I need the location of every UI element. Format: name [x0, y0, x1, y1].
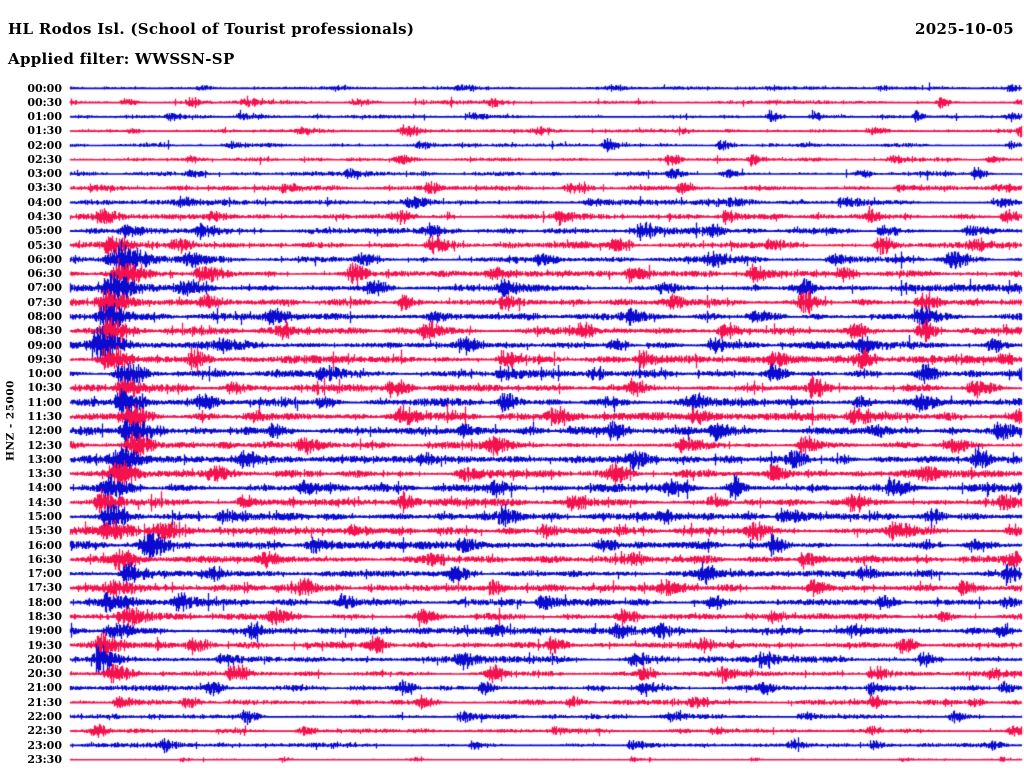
time-label: 01:30 — [27, 124, 62, 138]
time-label: 07:00 — [27, 281, 62, 295]
time-label: 21:30 — [27, 695, 62, 709]
time-label: 19:00 — [27, 624, 62, 638]
time-label: 10:00 — [27, 367, 62, 381]
time-label: 08:30 — [27, 324, 62, 338]
time-label: 01:00 — [27, 110, 62, 124]
time-label: 18:00 — [27, 595, 62, 609]
time-label: 00:30 — [27, 95, 62, 109]
time-label: 06:00 — [27, 252, 62, 266]
date-label: 2025-10-05 — [915, 20, 1014, 38]
time-label: 22:00 — [27, 710, 62, 724]
time-label: 09:00 — [27, 338, 62, 352]
time-label: 12:00 — [27, 424, 62, 438]
time-label: 20:30 — [27, 667, 62, 681]
time-label: 02:00 — [27, 138, 62, 152]
time-label: 15:00 — [27, 510, 62, 524]
time-label: 13:00 — [27, 452, 62, 466]
time-label: 23:30 — [27, 752, 62, 766]
time-label: 04:00 — [27, 195, 62, 209]
time-label: 11:00 — [27, 395, 62, 409]
time-label: 00:00 — [27, 81, 62, 95]
time-label: 09:30 — [27, 352, 62, 366]
time-label: 17:30 — [27, 581, 62, 595]
time-label: 16:30 — [27, 552, 62, 566]
time-label: 19:30 — [27, 638, 62, 652]
time-label: 03:00 — [27, 167, 62, 181]
time-label: 22:30 — [27, 724, 62, 738]
time-label: 05:30 — [27, 238, 62, 252]
time-label: 03:30 — [27, 181, 62, 195]
time-label: 12:30 — [27, 438, 62, 452]
time-label: 11:30 — [27, 410, 62, 424]
time-label: 05:00 — [27, 224, 62, 238]
time-label: 18:30 — [27, 610, 62, 624]
time-label: 07:30 — [27, 295, 62, 309]
time-label: 23:00 — [27, 738, 62, 752]
time-label: 15:30 — [27, 524, 62, 538]
applied-filter-label: Applied filter: WWSSN-SP — [8, 50, 235, 68]
time-label: 10:30 — [27, 381, 62, 395]
time-label: 06:30 — [27, 267, 62, 281]
time-label: 16:00 — [27, 538, 62, 552]
time-label: 21:00 — [27, 681, 62, 695]
time-label: 20:00 — [27, 652, 62, 666]
time-label: 04:30 — [27, 210, 62, 224]
time-label: 13:30 — [27, 467, 62, 481]
time-label: 14:30 — [27, 495, 62, 509]
station-title: HL Rodos Isl. (School of Tourist professionals) — [8, 20, 415, 38]
time-label: 14:00 — [27, 481, 62, 495]
channel-axis-label: HNZ - 25000 — [4, 380, 17, 461]
time-label: 02:30 — [27, 152, 62, 166]
time-label: 17:00 — [27, 567, 62, 581]
time-label: 08:00 — [27, 310, 62, 324]
